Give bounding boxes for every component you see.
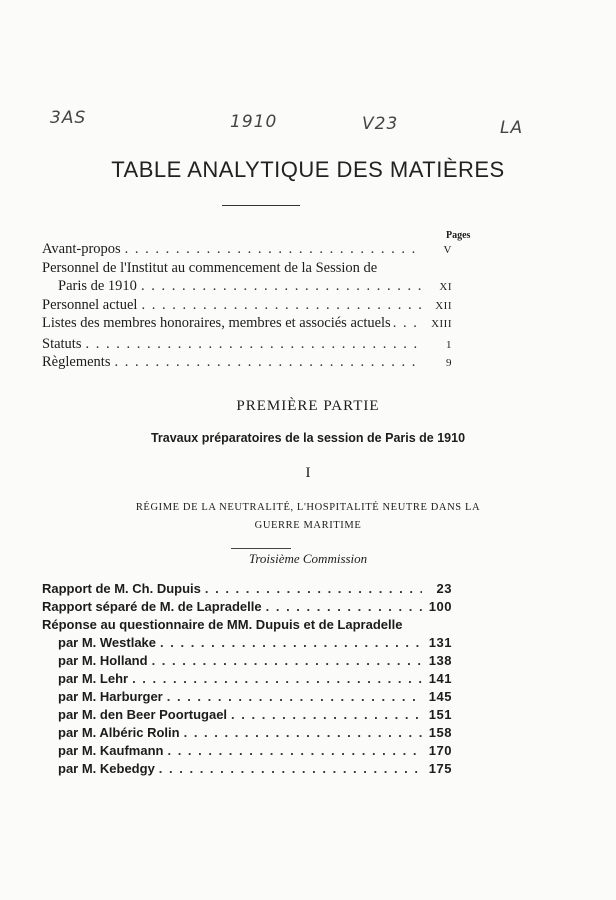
toc-entry-page: V — [443, 244, 452, 256]
toc-entry-label: Rapport de M. Ch. Dupuis — [42, 581, 201, 596]
toc-entry-page: 9 — [446, 357, 452, 369]
toc-entry-page: 23 — [436, 581, 452, 596]
toc-entry-page: 170 — [428, 743, 452, 758]
commission-heading: Troisième Commission — [248, 551, 368, 566]
toc-entry-label: par M. Kaufmann — [58, 743, 164, 758]
toc-entry — [42, 670, 452, 688]
section-rule — [231, 548, 291, 549]
toc-entry-page: XI — [439, 281, 452, 293]
section-title-line2: GUERRE MARITIME — [254, 520, 362, 531]
handwritten-note-right: V23 — [362, 114, 399, 134]
toc-entry-label: par M. Westlake — [58, 635, 157, 650]
toc-entry-label: par M. Albéric Rolin — [58, 725, 180, 740]
toc-entry-page: 100 — [428, 599, 452, 614]
toc-entry — [42, 688, 452, 706]
pages-column-label: Pages — [446, 230, 471, 241]
toc-entry — [42, 353, 452, 371]
part-heading: PREMIÈRE PARTIE — [236, 398, 380, 414]
toc-entry — [42, 240, 452, 258]
toc-entry — [42, 634, 452, 652]
toc-entry — [42, 724, 452, 742]
toc-entry-label: Personnel actuel — [42, 297, 138, 313]
toc-entry-label: Rapport séparé de M. de Lapradelle — [42, 599, 262, 614]
toc-entry-label: Réponse au questionnaire de MM. Dupuis et de Lapradelle — [42, 617, 403, 632]
toc-entry — [42, 580, 452, 598]
toc-entry-page: 145 — [428, 689, 452, 704]
toc-entry-label: Règlements — [42, 354, 111, 370]
toc-entry — [42, 760, 452, 778]
toc-entry-page: 175 — [428, 761, 452, 776]
toc-entry-label: Listes des membres honoraires, membres et associés actuels — [42, 315, 391, 331]
toc-entry-page: 151 — [428, 707, 452, 722]
toc-entry — [42, 277, 452, 295]
handwritten-note-far-right: LA — [500, 118, 524, 138]
toc-entry-label-line1: Personnel de l'Institut au commencement de la Session de — [42, 260, 378, 276]
toc-entry-page: 158 — [428, 725, 452, 740]
toc-entry-page: 141 — [428, 671, 452, 686]
toc-entry — [42, 598, 452, 616]
section-number: I — [305, 465, 311, 481]
toc-entry-page: 131 — [428, 635, 452, 650]
toc-entry-label: par M. den Beer Poortugael — [58, 707, 228, 722]
handwritten-note-left: 3AS — [50, 108, 87, 128]
toc-entry-label: par M. Harburger — [58, 689, 163, 704]
section-title-line1: RÉGIME DE LA NEUTRALITÉ, L'HOSPITALITÉ NEUTRE DANS LA — [135, 502, 481, 513]
toc-entry-page: XII — [435, 300, 452, 312]
toc-entry-label: Statuts — [42, 336, 82, 352]
toc-entry-label: Avant-propos — [42, 241, 121, 257]
toc-entry — [42, 314, 452, 332]
toc-entry — [42, 296, 452, 314]
toc-entry-label: par M. Holland — [58, 653, 148, 668]
toc-entry-page: 138 — [428, 653, 452, 668]
toc-entry-label: Paris de 1910 — [58, 278, 137, 294]
toc-entry — [42, 335, 452, 353]
page-title: TABLE ANALYTIQUE DES MATIÈRES — [111, 157, 505, 182]
handwritten-note-center: 1910 — [230, 112, 278, 132]
toc-entry-page: 1 — [446, 339, 452, 351]
part-subtitle: Travaux préparatoires de la session de Paris de 1910 — [150, 431, 466, 445]
toc-entry-label: par M. Kebedgy — [58, 761, 155, 776]
toc-entry-page: XIII — [431, 318, 452, 330]
toc-entry — [42, 706, 452, 724]
toc-entry — [42, 652, 452, 670]
toc-entry — [42, 742, 452, 760]
title-rule — [222, 205, 300, 206]
toc-entry-label: par M. Lehr — [58, 671, 129, 686]
